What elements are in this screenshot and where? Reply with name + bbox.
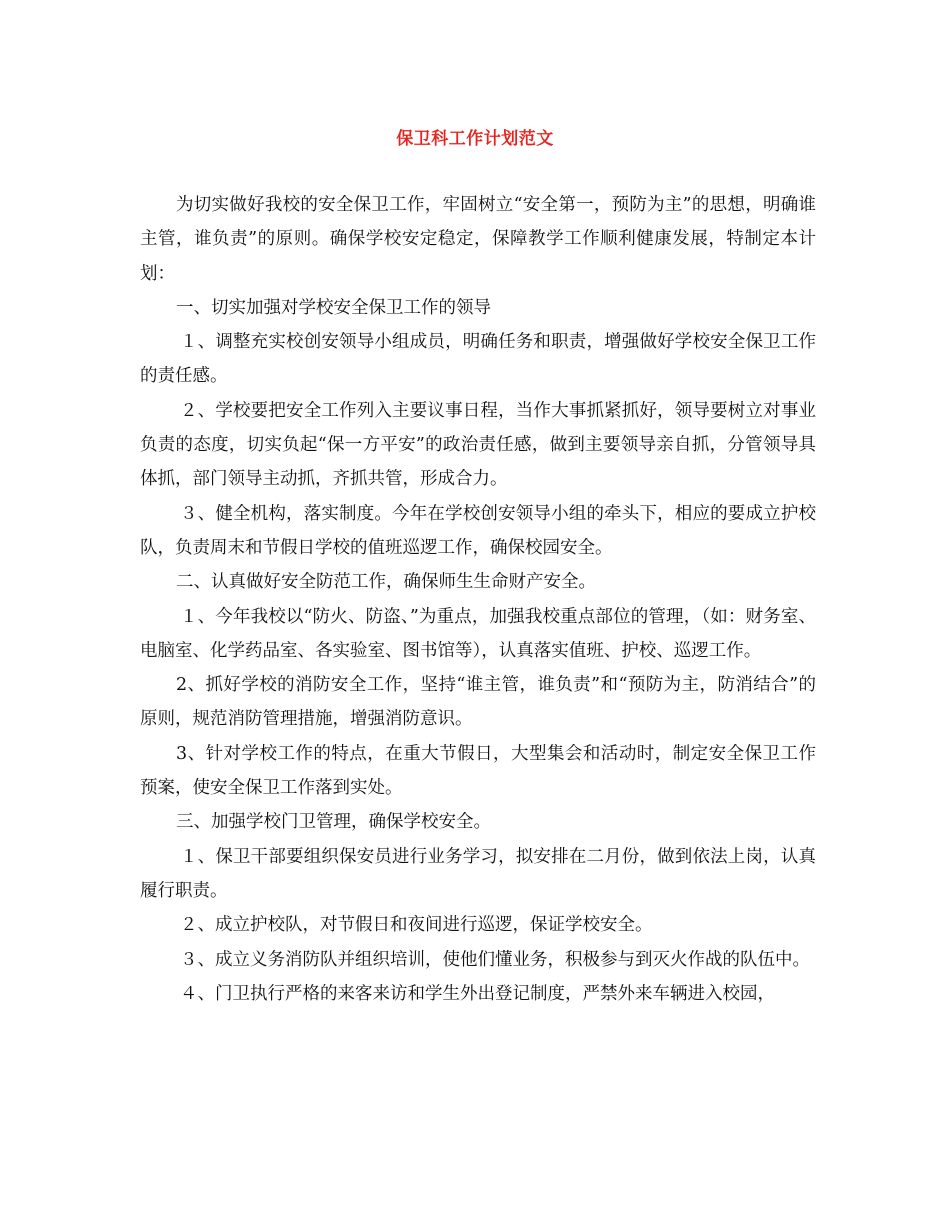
- section-3-item-2: ２、成立护校队，对节假日和夜间进行巡逻，保证学校安全。: [180, 915, 653, 936]
- document-body: [140, 188, 816, 1011]
- section-heading-1: 一、切实加强对学校安全保卫工作的领导: [176, 297, 491, 318]
- section-2-item-2: 2、抓好学校的消防安全工作，坚持“谁主管，谁负责”和“预防为主，防消结合”的原则，规范消防管理措施，增强消防意识。: [140, 675, 816, 730]
- intro-paragraph: 为切实做好我校的安全保卫工作，牢固树立“安全第一，预防为主”的思想，明确谁主管，谁负责”的原则。确保学校安定稳定，保障教学工作顺利健康发展，特制定本计划：: [140, 195, 816, 284]
- document-title: 保卫科工作计划范文: [396, 129, 554, 149]
- section-heading-3: 三、加强学校门卫管理，确保学校安全。: [176, 812, 491, 833]
- section-2-item-3: 3、针对学校工作的特点，在重大节假日，大型集会和活动时，制定安全保卫工作预案，使安全保卫工作落到实处。: [140, 743, 816, 799]
- section-1-item-2: ２、学校要把安全工作列入主要议事日程，当作大事抓紧抓好，领导要树立对事业负责的态度，切实负起“保一方平安”的政治责任感，做到主要领导亲自抓，分管领导具体抓，部门领导主动抓，齐抓共管，形成合力。: [140, 400, 816, 490]
- section-1-item-1: １、调整充实校创安领导小组成员，明确任务和职责，增强做好学校安全保卫工作的责任感。: [140, 332, 816, 387]
- section-3-item-3: ３、成立义务消防队并组织培训，使他们懂业务，积极参与到灭火作战的队伍中。: [180, 949, 810, 970]
- section-3-item-1: １、保卫干部要组织保安员进行业务学习，拟安排在二月份，做到依法上岗，认真履行职责。: [140, 846, 816, 901]
- section-heading-2: 二、认真做好安全防范工作，确保师生生命财产安全。: [176, 572, 596, 593]
- section-2-item-1: １、今年我校以“防火、防盗、”为重点，加强我校重点部位的管理，（如：财务室、电脑室、化学药品室、各实验室、图书馆等），认真落实值班、护校、巡逻工作。: [140, 606, 816, 661]
- section-1-item-3: ３、健全机构，落实制度。今年在学校创安领导小组的牵头下，相应的要成立护校队，负责周末和节假日学校的值班巡逻工作，确保校园安全。: [140, 503, 816, 558]
- section-3-item-4: ４、门卫执行严格的来客来访和学生外出登记制度，严禁外来车辆进入校园，: [180, 983, 775, 1004]
